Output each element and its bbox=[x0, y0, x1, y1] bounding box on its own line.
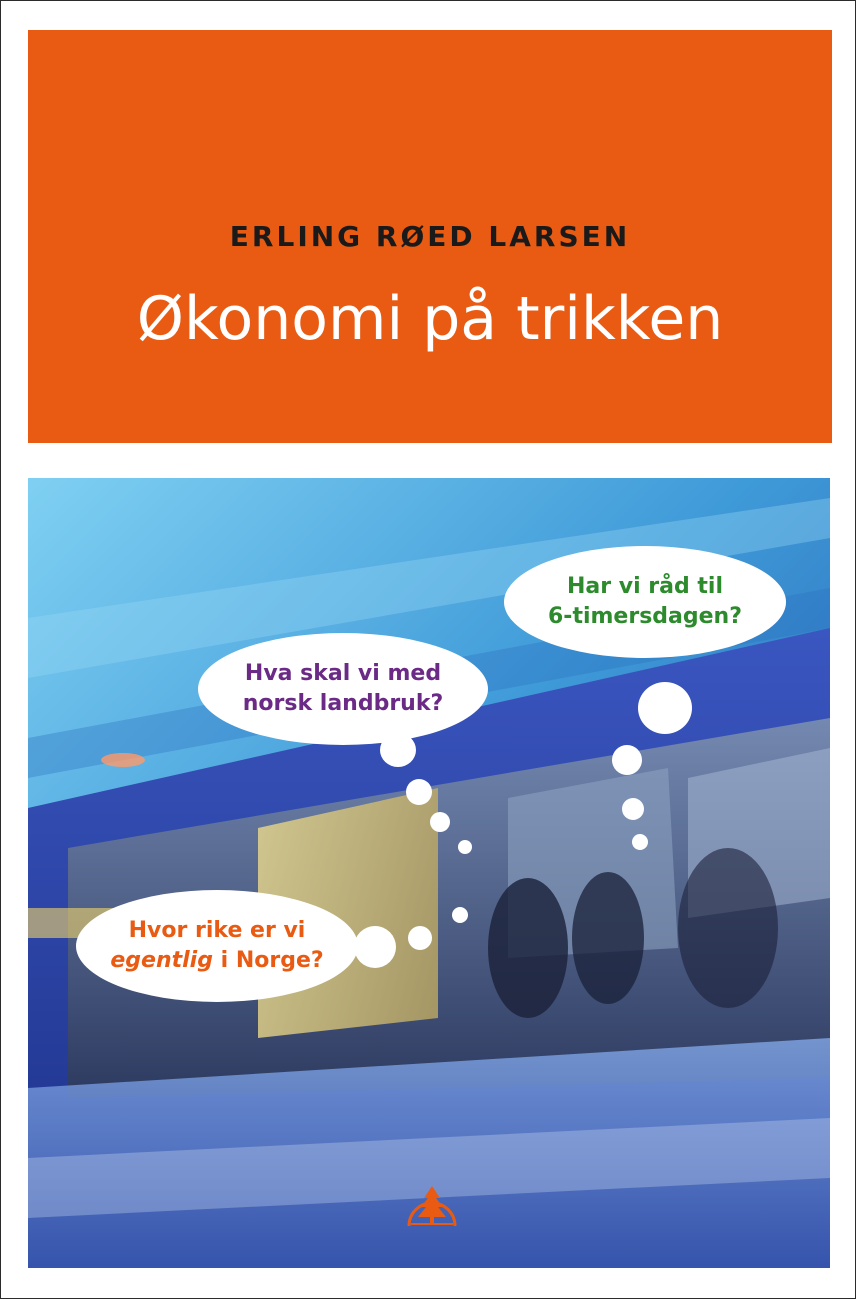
bubble-rike-emphasis: egentlig bbox=[110, 948, 213, 973]
thought-dot bbox=[408, 926, 432, 950]
thought-dot bbox=[452, 907, 468, 923]
bubble-landbruk-line2: norsk landbruk? bbox=[242, 691, 444, 716]
thought-bubble-rike bbox=[76, 890, 358, 1002]
bubble-timersdagen-line1: Har vi råd til bbox=[566, 574, 723, 599]
thought-dot bbox=[380, 733, 416, 767]
cover-photo-tram bbox=[28, 478, 830, 1268]
book-title: Økonomi på trikken bbox=[136, 284, 724, 354]
bubble-rike-line2-rest: i Norge? bbox=[212, 948, 324, 973]
author-name: ERLING RØED LARSEN bbox=[229, 220, 631, 253]
bubble-rike-line1: Hvor rike er vi bbox=[128, 918, 306, 943]
thought-dot bbox=[458, 840, 472, 854]
thought-dot bbox=[622, 798, 644, 820]
thought-dot bbox=[430, 812, 450, 832]
thought-bubble-landbruk bbox=[198, 633, 488, 745]
thought-bubble-timersdagen bbox=[504, 546, 786, 658]
tree-in-arch-icon bbox=[405, 1176, 459, 1230]
thought-dot bbox=[354, 926, 396, 968]
thought-dot bbox=[406, 779, 432, 805]
bubble-rike-line2 bbox=[110, 946, 323, 976]
bubble-timersdagen-line2: 6-timersdagen? bbox=[548, 604, 742, 629]
bubble-landbruk-line1: Hva skal vi med bbox=[244, 661, 442, 686]
thought-dot bbox=[632, 834, 648, 850]
thought-dot bbox=[612, 745, 642, 775]
title-panel bbox=[28, 30, 832, 443]
thought-dot bbox=[638, 682, 692, 734]
